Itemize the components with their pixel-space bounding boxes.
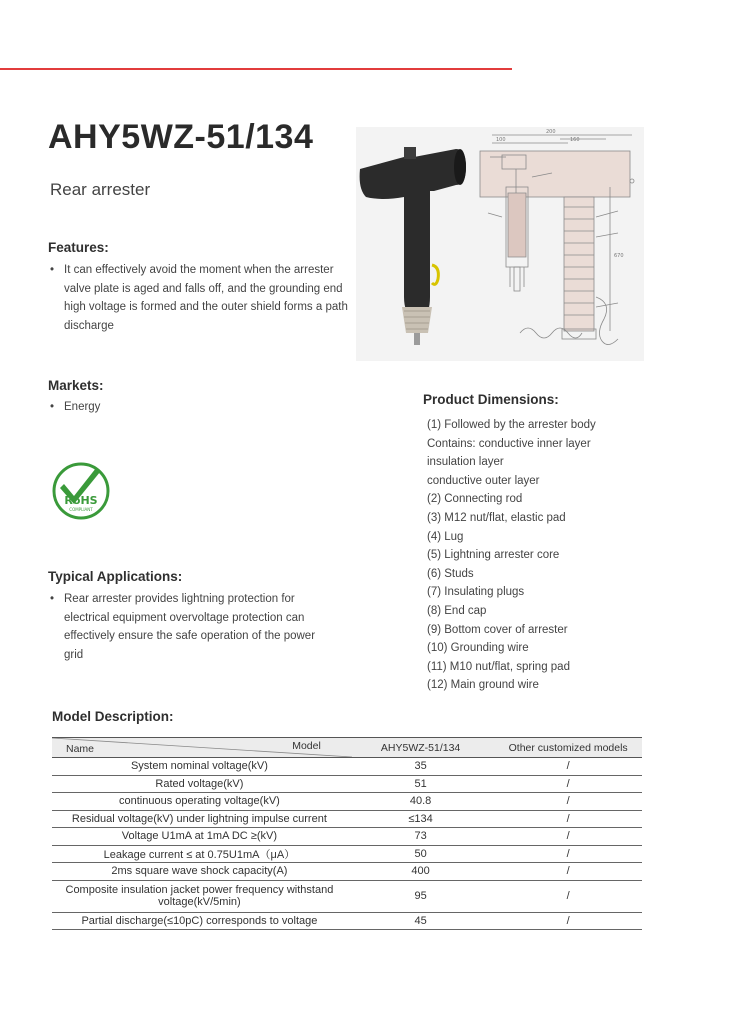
row-value: 95 bbox=[347, 880, 495, 912]
table-row bbox=[52, 880, 642, 912]
top-accent-line bbox=[0, 68, 512, 70]
applications-item bbox=[50, 590, 335, 664]
row-value: 35 bbox=[347, 758, 495, 776]
table-row bbox=[52, 775, 642, 793]
dimension-line: (1) Followed by the arrester body bbox=[427, 419, 596, 431]
row-name: 2ms square wave shock capacity(A) bbox=[52, 863, 347, 881]
row-name: Voltage U1mA at 1mA DC ≥(kV) bbox=[52, 828, 347, 846]
product-model-title: AHY5WZ-51/134 bbox=[48, 118, 314, 156]
drawing-label: 160 bbox=[570, 137, 580, 143]
row-value: 50 bbox=[347, 845, 495, 863]
table-row bbox=[52, 758, 642, 776]
header-name-model-cell bbox=[52, 738, 347, 758]
row-value: ≤134 bbox=[347, 810, 495, 828]
row-name: Rated voltage(kV) bbox=[52, 775, 347, 793]
dimensions-heading: Product Dimensions: bbox=[423, 392, 559, 407]
row-custom: / bbox=[494, 810, 642, 828]
header-col2: Other customized models bbox=[494, 738, 642, 758]
row-name: Composite insulation jacket power frequency withstand voltage(kV/5min) bbox=[52, 880, 347, 912]
dimension-line: (3) M12 nut/flat, elastic pad bbox=[427, 511, 566, 524]
rohs-sub-text: COMPLIANT bbox=[69, 507, 93, 512]
row-name: Partial discharge(≤10pC) corresponds to voltage bbox=[52, 912, 347, 930]
features-item-text: It can effectively avoid the moment when the arrester valve plate is aged and falls off, and the grounding end high voltage is formed and the outer shield forms a path discharge bbox=[64, 264, 348, 332]
header-model-label: Model bbox=[292, 740, 321, 752]
table-row bbox=[52, 828, 642, 846]
features-item bbox=[50, 261, 355, 335]
product-illustration bbox=[356, 127, 644, 361]
dimension-line: (4) Lug bbox=[427, 530, 464, 543]
row-custom: / bbox=[494, 912, 642, 930]
table-row bbox=[52, 863, 642, 881]
dimension-line: conductive outer layer bbox=[427, 474, 540, 487]
row-custom: / bbox=[494, 758, 642, 776]
dimension-line: (12) Main ground wire bbox=[427, 679, 539, 692]
row-name: Leakage current ≤ at 0.75U1mA（μA） bbox=[52, 845, 347, 863]
table-row bbox=[52, 810, 642, 828]
model-description-heading: Model Description: bbox=[52, 709, 174, 724]
markets-item bbox=[50, 398, 250, 417]
header-col1: AHY5WZ-51/134 bbox=[347, 738, 495, 758]
row-value: 51 bbox=[347, 775, 495, 793]
dimension-line: (6) Studs bbox=[427, 567, 474, 580]
dimension-line: (7) Insulating plugs bbox=[427, 586, 525, 599]
product-image bbox=[356, 127, 644, 361]
applications-item-text: Rear arrester provides lightning protection for electrical equipment overvoltage protection can effectively ensure the safe operation of the power grid bbox=[64, 593, 316, 661]
dimension-line: (11) M10 nut/flat, spring pad bbox=[427, 660, 570, 673]
table-row bbox=[52, 912, 642, 930]
rohs-logo bbox=[50, 460, 112, 522]
dimension-line: (8) End cap bbox=[427, 604, 487, 617]
features-heading: Features: bbox=[48, 240, 109, 255]
dimension-line: (2) Connecting rod bbox=[427, 493, 523, 506]
header-name-label: Name bbox=[66, 743, 95, 755]
rohs-badge-icon bbox=[50, 460, 112, 522]
markets-heading: Markets: bbox=[48, 378, 104, 393]
row-custom: / bbox=[494, 863, 642, 881]
row-value: 40.8 bbox=[347, 793, 495, 811]
row-custom: / bbox=[494, 880, 642, 912]
dimension-line: (9) Bottom cover of arrester bbox=[427, 623, 568, 636]
row-custom: / bbox=[494, 775, 642, 793]
row-custom: / bbox=[494, 845, 642, 863]
row-value: 400 bbox=[347, 863, 495, 881]
row-value: 45 bbox=[347, 912, 495, 930]
drawing-label: 670 bbox=[614, 253, 624, 259]
row-custom: / bbox=[494, 793, 642, 811]
row-value: 73 bbox=[347, 828, 495, 846]
technical-drawing bbox=[480, 135, 634, 345]
dimension-line: insulation layer bbox=[427, 456, 504, 469]
table-row bbox=[52, 845, 642, 863]
row-name: continuous operating voltage(kV) bbox=[52, 793, 347, 811]
applications-heading: Typical Applications: bbox=[48, 569, 183, 584]
dimensions-list bbox=[427, 416, 596, 695]
row-custom: / bbox=[494, 828, 642, 846]
table-row bbox=[52, 793, 642, 811]
row-name: Residual voltage(kV) under lightning impulse current bbox=[52, 810, 347, 828]
drawing-label: 200 bbox=[546, 129, 556, 135]
product-subtitle: Rear arrester bbox=[50, 180, 151, 199]
drawing-label: 100 bbox=[496, 137, 506, 143]
rohs-main-text: RoHS bbox=[64, 494, 98, 507]
row-name: System nominal voltage(kV) bbox=[52, 758, 347, 776]
dimension-line: (5) Lightning arrester core bbox=[427, 549, 560, 562]
bullet-dot: • bbox=[50, 401, 55, 413]
table-header-row bbox=[52, 738, 642, 758]
dimension-line: (10) Grounding wire bbox=[427, 642, 529, 655]
arrester-photo bbox=[360, 147, 466, 345]
markets-item-text: Energy bbox=[64, 401, 101, 413]
bullet-dot: • bbox=[50, 264, 55, 276]
model-description-table bbox=[52, 737, 642, 930]
bullet-dot: • bbox=[50, 593, 55, 605]
dimension-line: Contains: conductive inner layer bbox=[427, 437, 591, 450]
